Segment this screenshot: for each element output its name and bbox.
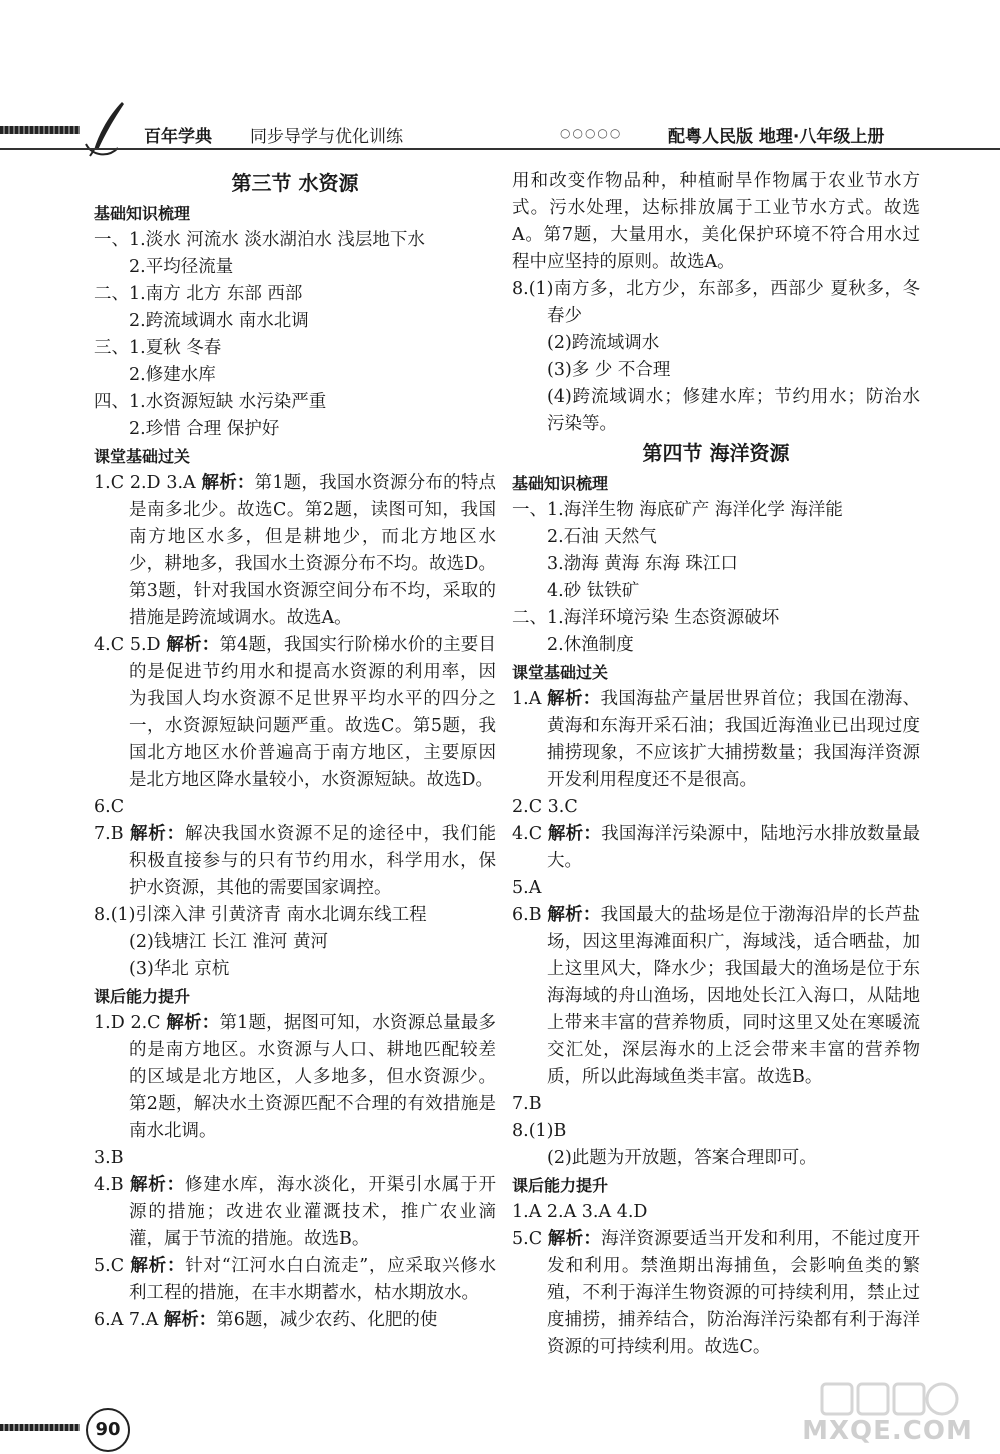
answer-line: 2.修建水库 — [129, 365, 216, 385]
answer-line: 6.C — [94, 797, 125, 817]
analysis-text: 第1题，我国水资源分布的特点是南多北少。故选C。第2题，读图可知，我国南方地区水多，但是耕地少，而北方地区水少，耕地多，我国水土资源分布不均。故选D。第3题，针对我国水资源空间分布不均，采取的措施是跨流域调水。故选A。 — [129, 473, 497, 628]
subheading: 课后能力提升 — [94, 987, 191, 1006]
answer-key: 4.C — [512, 824, 548, 844]
answer-line: (2)跨流域调水 — [547, 333, 660, 353]
answer-line: 3.渤海 黄海 东海 珠江口 — [547, 554, 738, 574]
analysis-label: 解析： — [129, 824, 185, 844]
answer-line: (3)华北 京杭 — [129, 959, 230, 979]
watermark-logo-icon — [820, 1380, 960, 1418]
header-decor-bar — [0, 126, 80, 134]
subheading: 基础知识梳理 — [94, 204, 191, 223]
answer-key: 5.C — [94, 1256, 131, 1276]
answer-line: 1.A 2.A 3.A 4.D — [512, 1202, 648, 1222]
answer-line: 8.(1)引滦入津 引黄济青 南水北调东线工程 — [94, 905, 427, 925]
answer-paragraph — [94, 1307, 496, 1334]
analysis-text: 我国海洋污染源中，陆地污水排放数量最大。 — [547, 824, 921, 871]
header-rule — [0, 148, 1000, 150]
subheading: 课后能力提升 — [512, 1176, 609, 1195]
answer-line: 一、1.海洋生物 海底矿产 海洋化学 海洋能 — [512, 500, 843, 520]
answer-line: 2.休渔制度 — [547, 635, 634, 655]
analysis-text: 第6题，减少农药、化肥的使 — [216, 1310, 438, 1330]
continued-paragraph: 用和改变作物品种，种植耐旱作物属于农业节水方式。污水处理，达标排放属于工业节水方式。故选A。第7题，大量用水，美化保护环境不符合用水过程中应坚持的原则。故选A。 — [512, 171, 920, 272]
answer-paragraph — [94, 821, 496, 902]
answer-paragraph — [512, 686, 920, 794]
analysis-text: 第1题，据图可知，水资源总量最多的是南方地区。水资源与人口、耕地匹配较差的区域是北方地区，人多地多，但水资源少。第2题，解决水土资源匹配不合理的有效措施是南水北调。 — [129, 1013, 497, 1141]
answer-line: 二、1.南方 北方 东部 西部 — [94, 284, 303, 304]
answer-key: 7.B — [94, 824, 130, 844]
answer-line: (3)多 少 不合理 — [547, 360, 671, 380]
analysis-label: 解析： — [201, 473, 255, 493]
book-brand: 百年学典 — [144, 127, 212, 147]
answer-key: 4.B — [94, 1175, 130, 1195]
answer-line: 2.平均径流量 — [129, 257, 234, 277]
analysis-text: 第4题，我国实行阶梯水价的主要目的是促进节约用水和提高水资源的利用率，因为我国人均水资源不足世界平均水平的四分之一，水资源短缺问题严重。故选C。第5题，我国北方地区水价普遍高于南方地区，主要原因是北方地区降水量较小，水资源短缺。故选D。 — [129, 635, 497, 790]
analysis-text: 解决我国水资源不足的途径中，我们能积极直接参与的只有节约用水，科学用水，保护水资源，其他的需要国家调控。 — [129, 824, 496, 898]
answer-line: 8.(1)B — [512, 1121, 567, 1141]
footer-decor-bar — [0, 1424, 80, 1431]
right-column — [512, 168, 920, 1361]
analysis-text: 修建水库，海水淡化，开渠引水属于开源的措施；改进农业灌溉技术，推广农业滴灌，属于节流的措施。故选B。 — [129, 1175, 496, 1249]
answer-key: 4.C 5.D — [94, 635, 167, 655]
analysis-label: 解析： — [547, 1229, 602, 1249]
answer-line: 2.石油 天然气 — [547, 527, 657, 547]
answer-line: 2.C 3.C — [512, 797, 578, 817]
answer-key: 6.B — [512, 905, 548, 925]
answer-line: 二、1.海洋环境污染 生态资源破坏 — [512, 608, 780, 628]
analysis-text: 海洋资源要适当开发和利用，不能过度开发和利用。禁渔期出海捕鱼，会影响鱼类的繁殖，不利于海洋生物资源的可持续利用，禁止过度捕捞，捕养结合，防治海洋污染都有利于海洋资源的可持续利用。故选C。 — [547, 1229, 921, 1357]
answer-paragraph: (4)跨流域调水；修建水库；节约用水；防治水污染等。 — [547, 387, 920, 434]
answer-paragraph — [94, 632, 496, 794]
answer-key: 6.A 7.A — [94, 1310, 164, 1330]
analysis-label: 解析： — [166, 635, 220, 655]
answer-line: 四、1.水资源短缺 水污染严重 — [94, 392, 327, 412]
analysis-label: 解析： — [129, 1175, 185, 1195]
book-subtitle: 同步导学与优化训练 — [250, 127, 403, 147]
analysis-label: 解析： — [547, 689, 601, 709]
analysis-label: 解析： — [130, 1256, 186, 1276]
analysis-label: 解析： — [166, 1013, 220, 1033]
answer-line: (2)钱塘江 长江 淮河 黄河 — [129, 932, 328, 952]
answer-paragraph — [94, 1253, 496, 1307]
answer-line: 7.B — [512, 1094, 542, 1114]
answer-key: 1.A — [512, 689, 548, 709]
answer-key: 1.D 2.C — [94, 1013, 167, 1033]
watermark — [780, 1380, 995, 1450]
answer-key: 5.C — [512, 1229, 548, 1249]
answer-line: 2.跨流域调水 南水北调 — [129, 311, 309, 331]
answer-line: (2)此题为开放题，答案合理即可。 — [547, 1148, 817, 1168]
answer-line: 三、1.夏秋 冬春 — [94, 338, 222, 358]
subheading: 基础知识梳理 — [512, 474, 609, 493]
answer-key: 1.C 2.D 3.A — [94, 473, 202, 493]
analysis-text: 我国海盐产量居世界首位；我国在渤海、黄海和东海开采石油；我国近海渔业已出现过度捕捞现象，不应该扩大捕捞数量；我国海洋资源开发利用程度还不是很高。 — [547, 689, 921, 790]
left-column — [94, 168, 496, 1334]
answer-line: 4.砂 钛铁矿 — [547, 581, 640, 601]
answer-paragraph: 8.(1)南方多，北方少，东部多，西部少 夏秋多，冬春少 — [512, 279, 920, 326]
analysis-label: 解析： — [547, 905, 601, 925]
answer-paragraph — [512, 821, 920, 875]
answer-line: 3.B — [94, 1148, 124, 1168]
answer-paragraph — [94, 1010, 496, 1145]
analysis-text: 针对“江河水白白流走”，应采取兴修水利工程的措施，在丰水期蓄水，枯水期放水。 — [129, 1256, 496, 1303]
analysis-label: 解析： — [547, 824, 602, 844]
answer-line: 5.A — [512, 878, 542, 898]
answer-paragraph — [512, 902, 920, 1091]
answer-paragraph — [512, 1226, 920, 1361]
watermark-text: MXQE.COM — [802, 1416, 973, 1446]
page-header — [0, 100, 1000, 160]
analysis-text: 我国最大的盐场是位于渤海沿岸的长芦盐场，因这里海滩面积广，海域浅，适合晒盐，加上这里风大，降水少；我国最大的渔场是位于东海海域的舟山渔场，因地处长江入海口，从陆地上带来丰富的营养物质，同时这里又处在寒暖流交汇处，深层海水的上泛会带来丰富的营养物质，所以此海域鱼类丰富。故选B。 — [547, 905, 921, 1087]
analysis-label: 解析： — [163, 1310, 217, 1330]
section-title-ocean: 第四节 海洋资源 — [642, 441, 790, 465]
subheading: 课堂基础过关 — [512, 663, 609, 682]
answer-paragraph — [94, 1172, 496, 1253]
page-number: 90 — [86, 1408, 130, 1452]
section-title-water: 第三节 水资源 — [231, 171, 359, 195]
answer-line: 一、1.淡水 河流水 淡水湖泊水 浅层地下水 — [94, 230, 425, 250]
subheading: 课堂基础过关 — [94, 447, 191, 466]
book-edition: 配粤人民版 地理·八年级上册 — [668, 127, 885, 147]
answer-paragraph — [94, 470, 496, 632]
header-dots: ○○○○○ — [560, 126, 623, 140]
answer-line: 2.珍惜 合理 保护好 — [129, 419, 280, 439]
